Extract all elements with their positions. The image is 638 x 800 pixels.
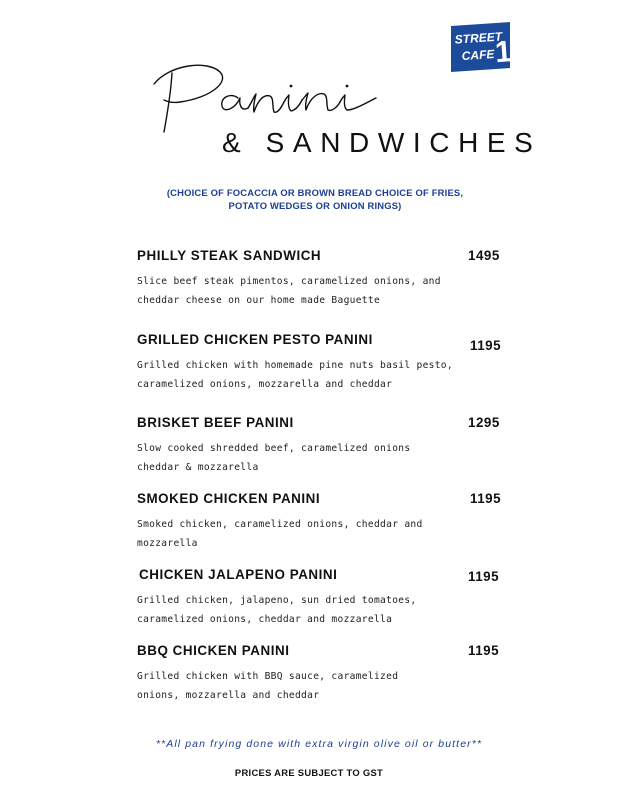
item-name: SMOKED CHICKEN PANINI xyxy=(137,491,321,506)
item-description-line: cheddar cheese on our home made Baguette xyxy=(137,295,381,306)
item-price: 1195 xyxy=(470,338,502,353)
item-description-line: Smoked chicken, caramelized onions, cheddar and xyxy=(137,519,423,530)
item-name: CHICKEN JALAPENO PANINI xyxy=(139,567,338,582)
item-description-line: mozzarella xyxy=(137,538,198,549)
item-name: BRISKET BEEF PANINI xyxy=(137,415,294,430)
item-description-line: cheddar & mozzarella xyxy=(137,462,259,473)
item-description-line: caramelized onions, mozzarella and cheddar xyxy=(137,379,393,390)
item-description-line: caramelized onions, cheddar and mozzarella xyxy=(137,614,393,625)
item-description xyxy=(137,591,467,629)
street-cafe-logo xyxy=(449,22,512,72)
item-description-line: Slice beef steak pimentos, caramelized onions, and xyxy=(137,276,441,287)
item-description-line: Grilled chicken, jalapeno, sun dried tomatoes, xyxy=(137,595,417,606)
frying-note: **All pan frying done with extra virgin olive oil or butter** xyxy=(155,738,483,750)
item-description xyxy=(137,356,467,394)
item-price: 1495 xyxy=(468,248,500,263)
logo-line1: STREET xyxy=(454,29,503,47)
item-name: PHILLY STEAK SANDWICH xyxy=(137,248,322,263)
item-description-line: Grilled chicken with BBQ sauce, caramelized xyxy=(137,671,399,682)
choice-note-line2: POTATO WEDGES OR ONION RINGS) xyxy=(228,199,402,211)
logo-line2: CAFE xyxy=(461,46,495,64)
item-price: 1195 xyxy=(468,569,500,584)
choice-note-line1: (CHOICE OF FOCACCIA OR BROWN BREAD CHOICE OF FRIES, xyxy=(166,187,464,198)
item-description-line: onions, mozzarella and cheddar xyxy=(137,690,320,701)
choice-note xyxy=(150,187,480,212)
item-price: 1195 xyxy=(470,491,502,506)
item-description xyxy=(137,667,467,705)
item-description-line: Slow cooked shredded beef, caramelized onions xyxy=(137,443,411,454)
item-name: BBQ CHICKEN PANINI xyxy=(137,643,290,658)
item-description xyxy=(137,515,467,553)
logo-number: 1 xyxy=(493,35,512,70)
item-description xyxy=(137,272,467,310)
gst-note: PRICES ARE SUBJECT TO GST xyxy=(234,767,384,778)
item-description xyxy=(137,439,467,477)
item-name: GRILLED CHICKEN PESTO PANINI xyxy=(137,332,373,347)
item-price: 1295 xyxy=(468,415,500,430)
menu-subtitle: & SANDWICHES xyxy=(222,127,542,158)
item-price: 1195 xyxy=(468,643,500,658)
item-description-line: Grilled chicken with homemade pine nuts basil pesto, xyxy=(137,360,453,371)
